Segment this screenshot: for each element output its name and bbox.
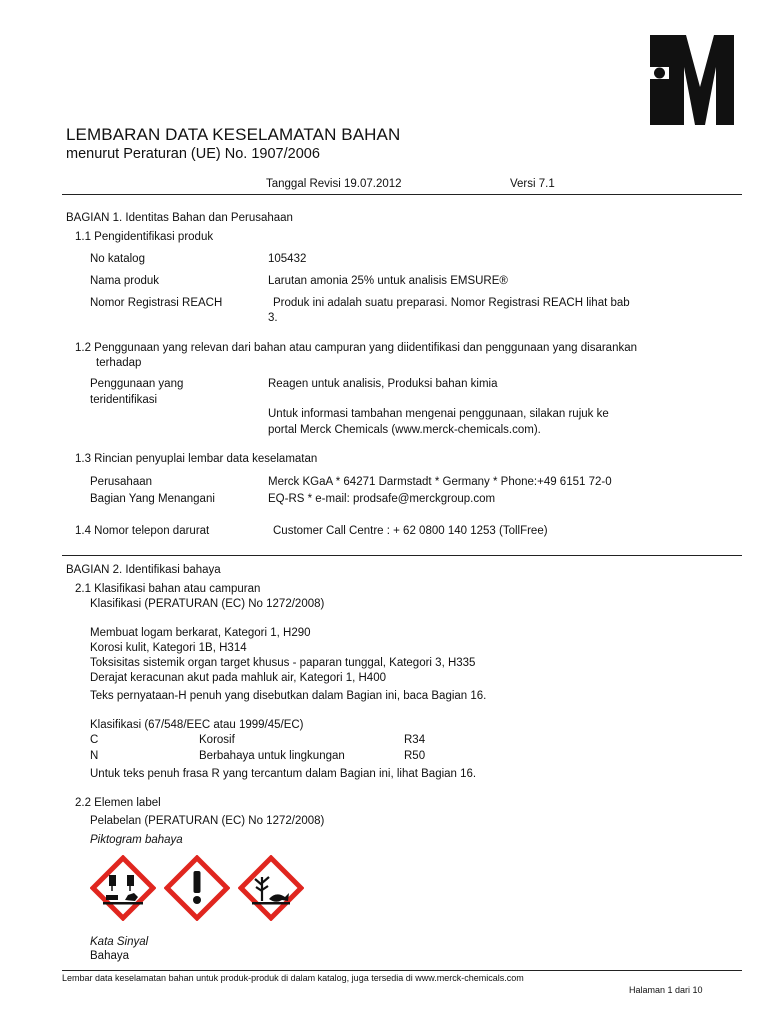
header-divider: [62, 194, 742, 195]
document-subtitle: menurut Peraturan (UE) No. 1907/2006: [66, 146, 320, 162]
department-label: Bagian Yang Menangani: [90, 493, 215, 505]
r-phrase-note: Untuk teks penuh frasa R yang tercantum dalam Bagian ini, lihat Bagian 16.: [90, 768, 477, 780]
signal-word-value: Bahaya: [90, 950, 130, 962]
classification-heading: Klasifikasi (PERATURAN (EC) No 1272/2008): [90, 598, 325, 610]
section2-heading: BAGIAN 2. Identifikasi bahaya: [66, 564, 221, 576]
h-statement-note: Teks pernyataan-H penuh yang disebutkan dalam Bagian ini, baca Bagian 16.: [90, 690, 487, 702]
old-code-c: C: [90, 734, 99, 746]
classification-line-3: Toksisitas sistemik organ target khusus - paparan tunggal, Kategori 3, H335: [90, 657, 476, 669]
signal-word-label: Kata Sinyal: [90, 936, 149, 948]
subsection-1-4: 1.4 Nomor telepon darurat: [75, 525, 210, 537]
footer-note: Lembar data keselamatan bahan untuk produk-produk di dalam katalog, juga tersedia di www.merck-chemicals.com: [62, 973, 524, 983]
version: Versi 7.1: [510, 178, 555, 190]
subsection-1-3: 1.3 Rincian penyuplai lembar data keselamatan: [75, 453, 318, 465]
old-name-n: Berbahaya untuk lingkungan: [199, 750, 345, 762]
old-r-n: R50: [404, 750, 426, 762]
classification-line-1: Membuat logam berkarat, Kategori 1, H290: [90, 627, 311, 639]
product-label: Nama produk: [90, 275, 160, 287]
corrosion-pictogram-icon: [90, 855, 156, 921]
old-classification-heading: Klasifikasi (67/548/EEC atau 1999/45/EC): [90, 719, 304, 731]
company-value: Merck KGaA * 64271 Darmstadt * Germany * Phone:+49 6151 72-0: [268, 476, 612, 488]
exclamation-pictogram-icon: [164, 855, 230, 921]
use-value: Reagen untuk analisis, Produksi bahan kimia: [268, 378, 498, 390]
page-number: Halaman 1 dari 10: [629, 985, 703, 995]
reach-value-line2: 3.: [268, 312, 278, 324]
revision-date: Tanggal Revisi 19.07.2012: [266, 178, 402, 190]
subsection-1-2-line2: terhadap: [96, 357, 142, 369]
use-label-line2: teridentifikasi: [90, 394, 158, 406]
reach-label: Nomor Registrasi REACH: [90, 297, 223, 309]
classification-line-4: Derajat keracunan akut pada mahluk air, Kategori 1, H400: [90, 672, 386, 684]
subsection-1-2-line1: 1.2 Penggunaan yang relevan dari bahan atau campuran yang diidentifikasi dan penggunaan yang disarankan: [75, 342, 638, 354]
reach-value-line1: Produk ini adalah suatu preparasi. Nomor Registrasi REACH lihat bab: [273, 297, 630, 309]
company-label: Perusahaan: [90, 476, 153, 488]
old-r-c: R34: [404, 734, 426, 746]
emergency-phone: Customer Call Centre : + 62 0800 140 1253 (TollFree): [273, 525, 548, 537]
footer-divider: [62, 970, 742, 971]
old-name-c: Korosif: [199, 734, 235, 746]
old-code-n: N: [90, 750, 99, 762]
product-value: Larutan amonia 25% untuk analisis EMSURE®: [268, 275, 508, 287]
subsection-2-2: 2.2 Elemen label: [75, 797, 161, 809]
pictogram-label: Piktogram bahaya: [90, 834, 183, 846]
catalog-value: 105432: [268, 253, 307, 265]
section-divider: [62, 555, 742, 556]
use-info-line2: portal Merck Chemicals (www.merck-chemicals.com).: [268, 424, 541, 436]
labelling-heading: Pelabelan (PERATURAN (EC) No 1272/2008): [90, 815, 325, 827]
department-value: EQ-RS * e-mail: prodsafe@merckgroup.com: [268, 493, 496, 505]
environment-pictogram-icon: [238, 855, 304, 921]
subsection-1-1: 1.1 Pengidentifikasi produk: [75, 231, 214, 243]
subsection-2-1: 2.1 Klasifikasi bahan atau campuran: [75, 583, 261, 595]
merck-m-logo: [650, 35, 734, 125]
use-info-line1: Untuk informasi tambahan mengenai penggunaan, silakan rujuk ke: [268, 408, 609, 420]
catalog-label: No katalog: [90, 253, 145, 265]
section1-heading: BAGIAN 1. Identitas Bahan dan Perusahaan: [66, 212, 293, 224]
document-title: LEMBARAN DATA KESELAMATAN BAHAN: [66, 125, 401, 144]
use-label-line1: Penggunaan yang: [90, 378, 184, 390]
classification-line-2: Korosi kulit, Kategori 1B, H314: [90, 642, 247, 654]
